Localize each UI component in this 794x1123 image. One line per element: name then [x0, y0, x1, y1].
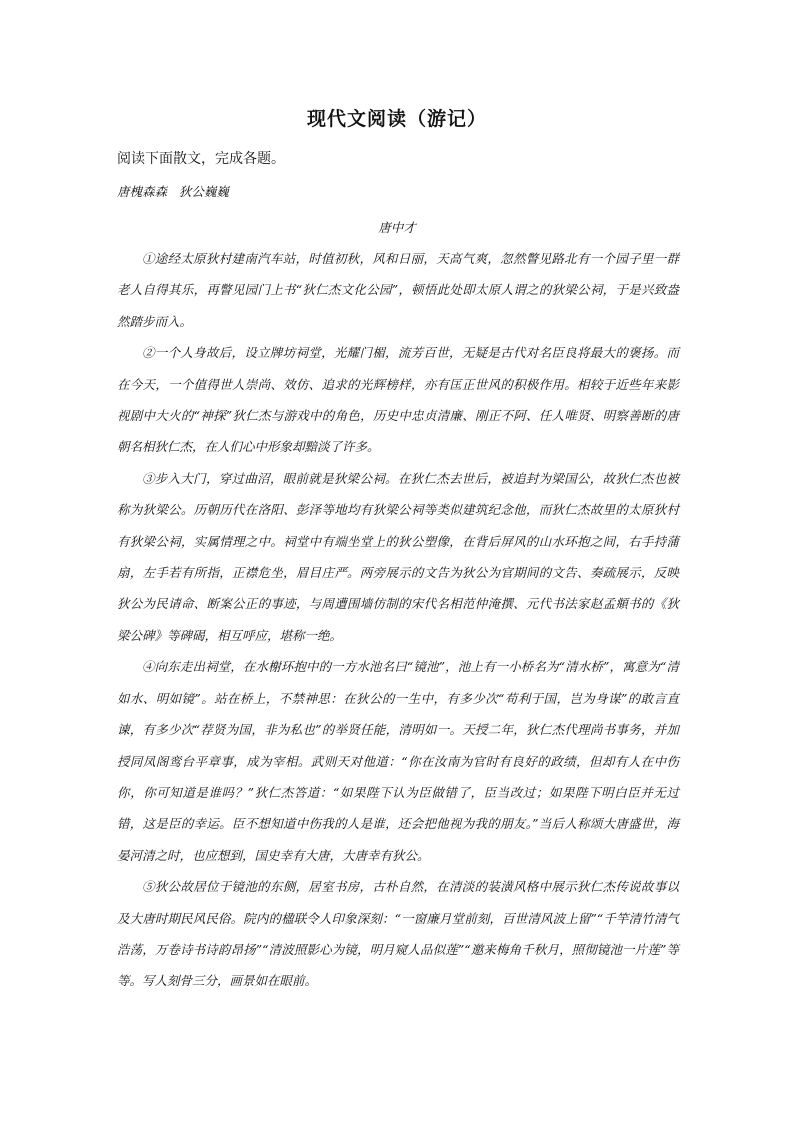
- paragraph-2: ②一个人身故后，设立牌坊祠堂，光耀门楣，流芳百世，无疑是古代对名臣良将最大的褒扬。而在今天，一个值得世人崇尚、效仿、追求的光辉榜样，亦有匡正世风的积极作用。相较于近些年来影视剧中大火的“神探”狄仁杰与游戏中的角色，历史中忠贞清廉、刚正不阿、任人唯贤、明察善断的唐朝名相狄仁杰，在人们心中形象却黯淡了许多。: [117, 345, 679, 455]
- essay-body: [117, 243, 679, 997]
- essay-author: 唐中才: [378, 220, 416, 235]
- paragraph-4: ④向东走出祠堂，在水榭环抱中的一方水池名曰“镜池”，池上有一小桥名为“清水桥”，寓意为“清如水、明如镜”。站在桥上，不禁神思：在狄公的一生中，有多少次“苟利于国，岂为身谋”的敢言直谏，有多少次“荐贤为国，非为私也”的举贤任能，清明如一。天授二年，狄仁杰代理尚书事务，并加授同凤阁鸾台平章事，成为宰相。武则天对他道：“你在汝南为官时有良好的政绩，但却有人在中伤你，你可知道是谁吗？”狄仁杰答道：“如果陛下认为臣做错了，臣当改过；如果陛下明白臣并无过错，这是臣的幸运。臣不想知道中伤我的人是谁，还会把他视为我的朋友。”当后人称颂大唐盛世，海晏河清之时，也应想到，国史幸有大唐，大唐幸有狄公。: [117, 659, 679, 863]
- paragraph-5: ⑤狄公故居位于镜池的东侧，居室书房，古朴自然，在清淡的装潢风格中展示狄仁杰传说故事以及大唐时期民风民俗。院内的楹联令人印象深刻：“一窗廉月堂前刻，百世清风波上留”“千竿清竹清气浩荡，万卷诗书诗韵昂扬”“清波照影心为镜，明月窥人品似莲”“邀来梅角千秋月，照彻镜池一片莲”等等。写人刻骨三分，画景如在眼前。: [117, 879, 679, 989]
- paragraph-3: ③步入大门，穿过曲沼，眼前就是狄梁公祠。在狄仁杰去世后，被追封为梁国公，故狄仁杰也被称为狄梁公。历朝历代在洛阳、彭泽等地均有狄梁公祠等类似建筑纪念他，而狄仁杰故里的太原狄村有狄梁公祠，实属情理之中。祠堂中有端坐堂上的狄公塑像，在背后屏风的山水环抱之间，右手持蒲扇，左手若有所指，正襟危坐，眉目庄严。两旁展示的文告为狄公为官期间的文告、奏疏展示，反映狄公为民请命、断案公正的事迹，与周遭围墙仿制的宋代名相范仲淹撰、元代书法家赵孟頫书的《狄梁公碑》等碑碣，相互呼应，堪称一绝。: [117, 470, 679, 643]
- essay-title: 唐槐森森 狄公巍巍: [117, 184, 229, 199]
- instruction-text: 阅读下面散文，完成各题。: [117, 151, 285, 167]
- page-title: 现代文阅读（游记）: [306, 108, 487, 130]
- paragraph-1: ①途经太原狄村建南汽车站，时值初秋，风和日丽，天高气爽，忽然瞥见路北有一个园子里一群老人自得其乐，再瞥见园门上书“狄仁杰文化公园”，顿悟此处即太原人谓之的狄梁公祠，于是兴致盎然踏步而入。: [117, 251, 679, 329]
